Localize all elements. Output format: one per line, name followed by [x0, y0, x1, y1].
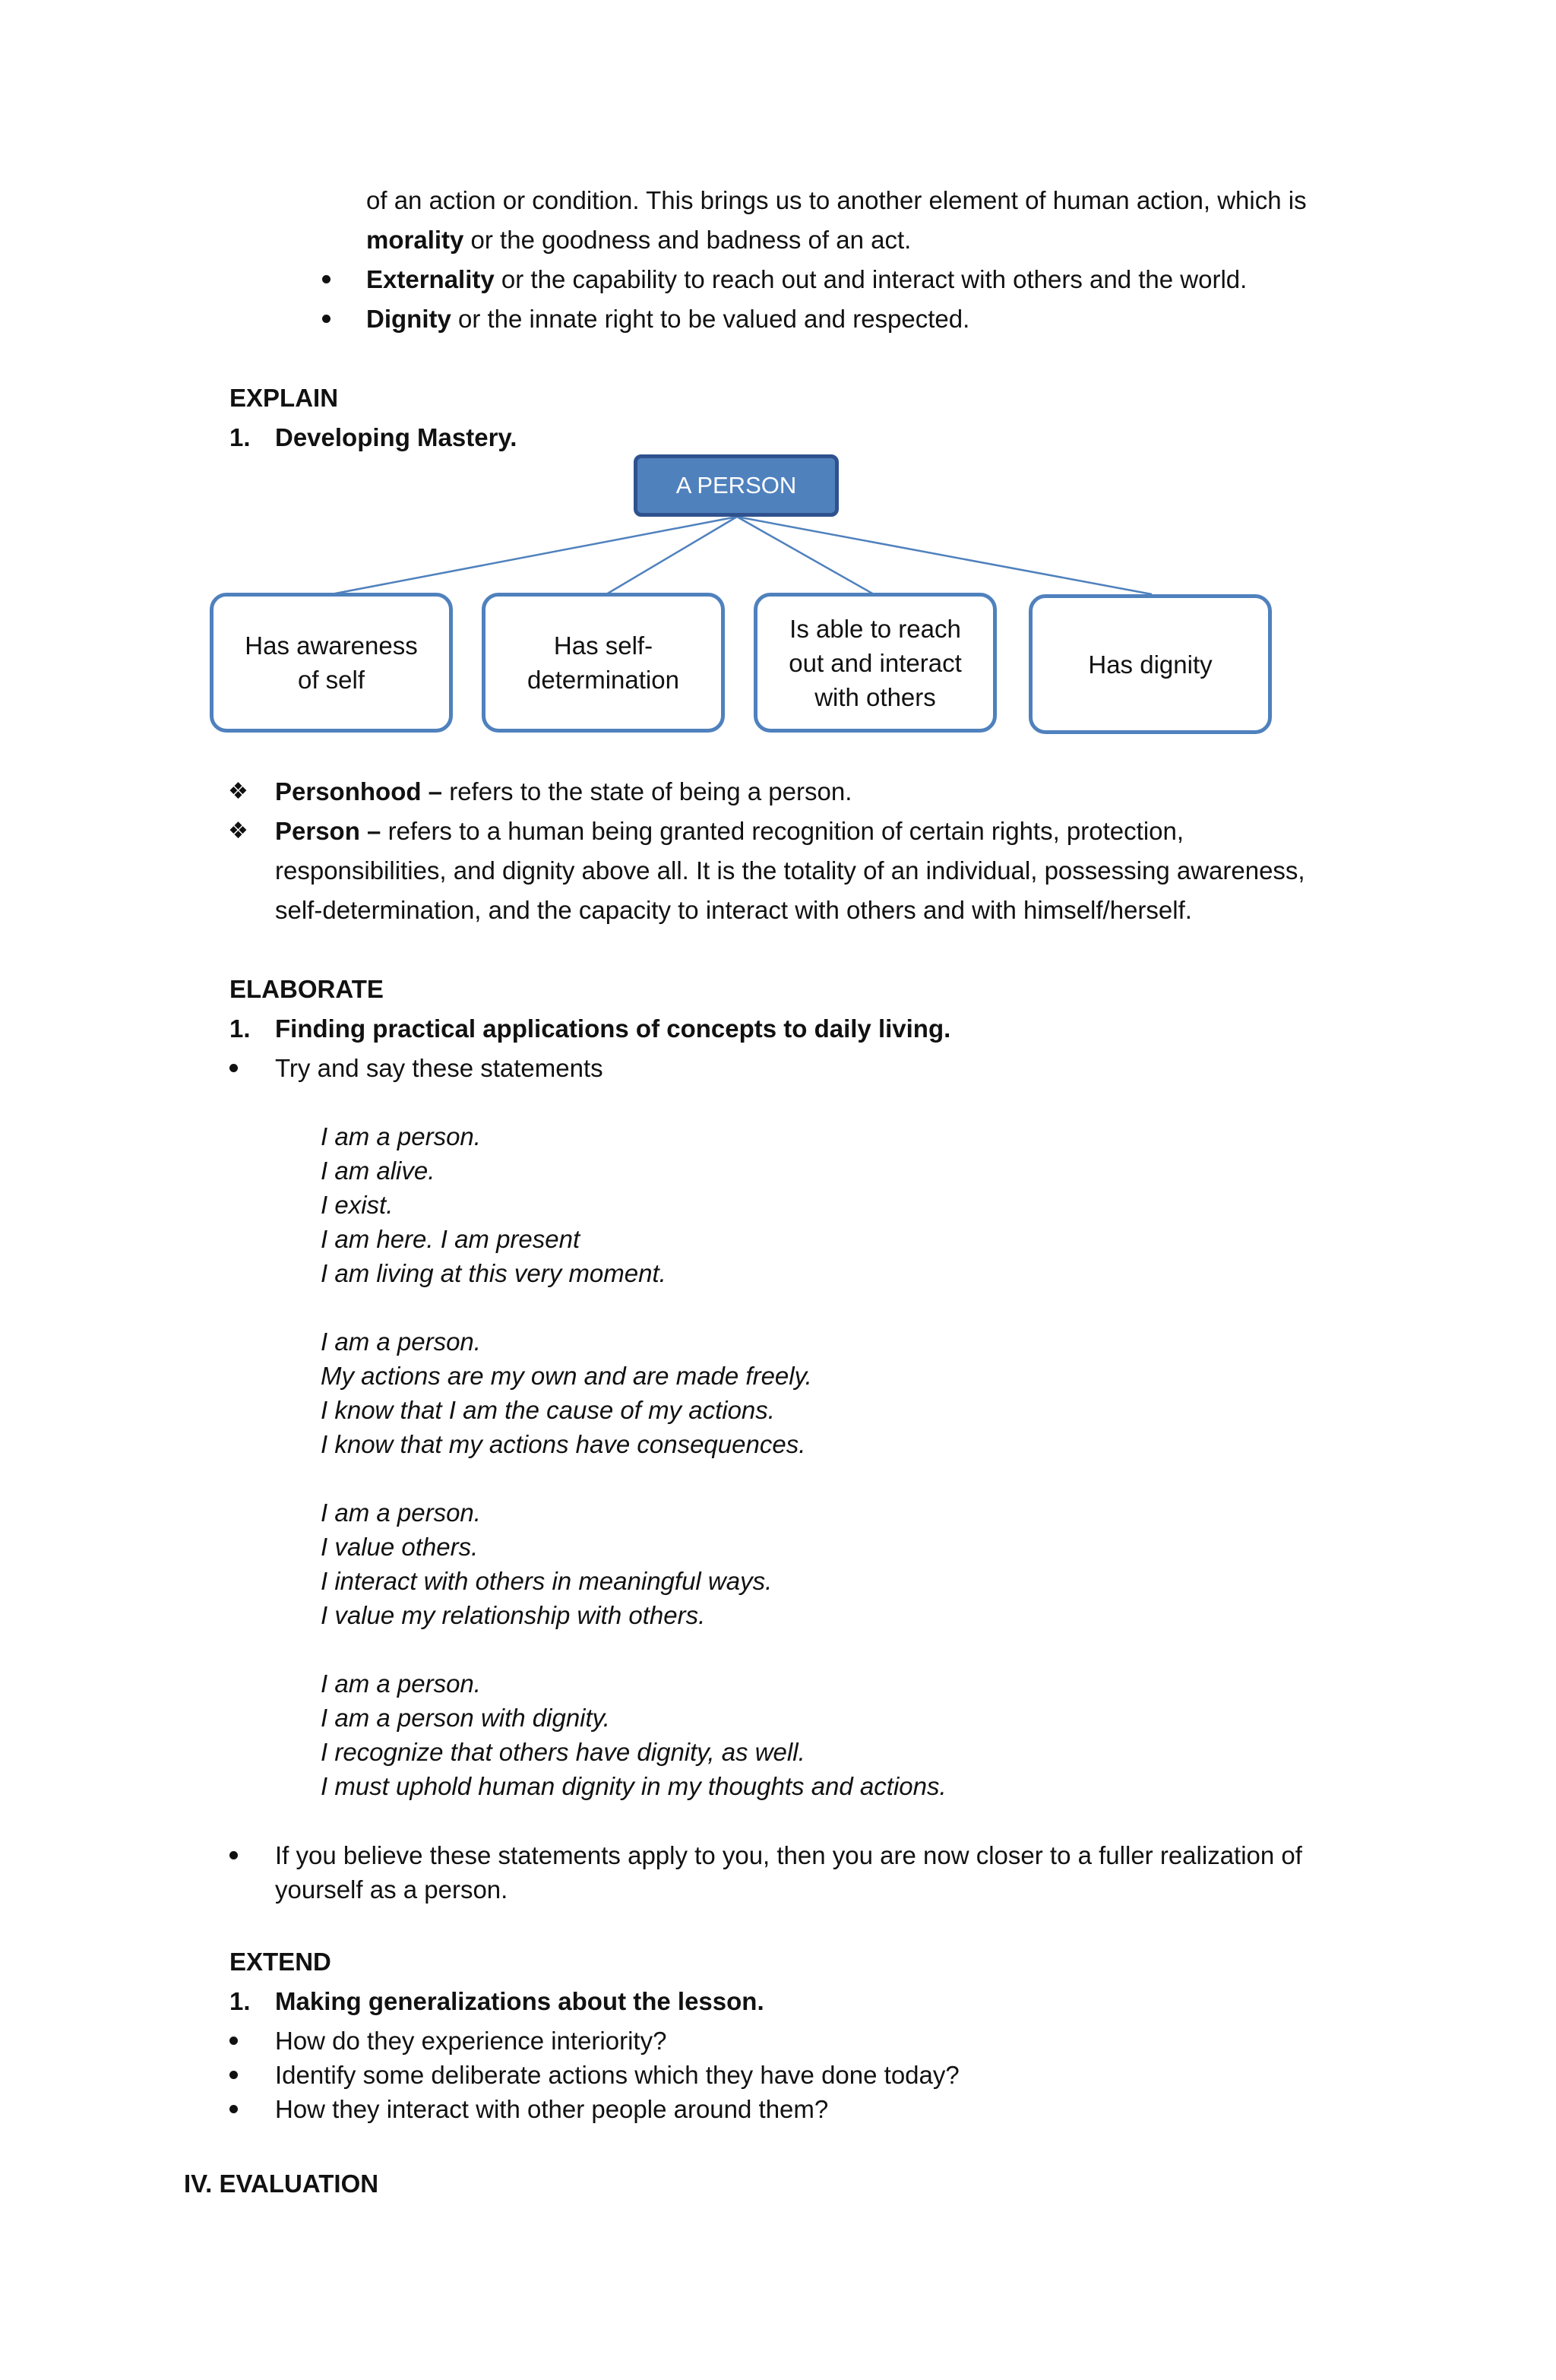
- extend-heading: EXTEND: [229, 1948, 331, 1976]
- bullet-dot: [229, 2105, 238, 2113]
- closing-line-1: If you believe these statements apply to you, then you are now closer to a fuller realization of: [275, 1841, 1302, 1869]
- intro-line-1: of an action or condition. This brings us to another element of human action, which is: [366, 186, 1307, 214]
- connector-line: [331, 517, 737, 594]
- evaluation-heading: IV. EVALUATION: [184, 2170, 379, 2198]
- externality-definition: or the capability to reach out and interact with others and the world.: [494, 265, 1248, 293]
- extend-item-number: 1.: [229, 1987, 251, 2015]
- statement-line: I value others.: [321, 1533, 479, 1561]
- statement-line: I am living at this very moment.: [321, 1259, 666, 1287]
- statement-line: I am a person with dignity.: [321, 1704, 610, 1732]
- bullet-dot: [229, 1851, 238, 1859]
- elaborate-item-number: 1.: [229, 1014, 251, 1043]
- bullet-dot: [229, 2037, 238, 2045]
- elaborate-heading: ELABORATE: [229, 975, 384, 1003]
- connector-line: [737, 517, 1152, 594]
- diamond-bullet-icon: ❖: [228, 818, 248, 843]
- extend-question: Identify some deliberate actions which they have done today?: [275, 2061, 960, 2089]
- externality-term: Externality: [366, 265, 495, 293]
- statement-line: I am a person.: [321, 1499, 481, 1527]
- extend-item-title: Making generalizations about the lesson.: [275, 1987, 764, 2015]
- morality-definition: or the goodness and badness of an act.: [463, 226, 912, 254]
- statement-line: I know that my actions have consequences.: [321, 1430, 806, 1458]
- person-definition-line-1: [275, 815, 1184, 848]
- diagram-node-interact: Is able to reach out and interact with others: [754, 593, 997, 733]
- elaborate-item-title: Finding practical applications of concepts to daily living.: [275, 1014, 951, 1043]
- explain-heading: EXPLAIN: [229, 384, 339, 412]
- elaborate-bullet: Try and say these statements: [275, 1054, 603, 1082]
- morality-term: morality: [366, 226, 464, 254]
- diagram-node-dignity: Has dignity: [1029, 594, 1272, 734]
- bullet-dot: [229, 2071, 238, 2079]
- statement-line: I must uphold human dignity in my thoughts and actions.: [321, 1772, 947, 1800]
- dignity-term: Dignity: [366, 305, 451, 333]
- statement-line: I know that I am the cause of my actions.: [321, 1396, 775, 1424]
- diagram-node-self-determination: Has self- determination: [482, 593, 725, 733]
- statement-line: My actions are my own and are made freely.: [321, 1362, 812, 1390]
- personhood-term: Personhood –: [275, 777, 443, 805]
- extend-question: How do they experience interiority?: [275, 2027, 667, 2055]
- bullet-dot: [229, 1064, 238, 1072]
- person-term: Person –: [275, 817, 381, 845]
- person-definition-line-3: self-determination, and the capacity to interact with others and with himself/herself.: [275, 896, 1192, 924]
- connector-line: [737, 517, 874, 594]
- statement-line: I exist.: [321, 1191, 394, 1219]
- diamond-bullet-icon: ❖: [228, 779, 248, 804]
- statement-line: I interact with others in meaningful ways.: [321, 1567, 773, 1595]
- extend-question: How they interact with other people around them?: [275, 2095, 829, 2123]
- personhood-definition: [275, 775, 852, 809]
- statement-line: I am a person.: [321, 1328, 481, 1356]
- explain-item-title: Developing Mastery.: [275, 423, 517, 451]
- person-definition-line-2: responsibilities, and dignity above all. It is the totality of an individual, possessing awareness,: [275, 856, 1305, 885]
- statement-line: I am here. I am present: [321, 1225, 580, 1253]
- closing-line-2: yourself as a person.: [275, 1875, 508, 1904]
- statement-line: I am a person.: [321, 1669, 481, 1698]
- statement-line: I value my relationship with others.: [321, 1601, 706, 1629]
- diagram-node-awareness: Has awareness of self: [210, 593, 453, 733]
- dignity-definition: or the innate right to be valued and respected.: [451, 305, 970, 333]
- statement-line: I am a person.: [321, 1122, 481, 1150]
- statement-line: I am alive.: [321, 1157, 435, 1185]
- explain-item-number: 1.: [229, 423, 251, 451]
- statement-line: I recognize that others have dignity, as well.: [321, 1738, 805, 1766]
- person-text-1: refers to a human being granted recognition of certain rights, protection,: [381, 817, 1184, 845]
- personhood-text: refers to the state of being a person.: [442, 777, 852, 805]
- diagram-root-node: A PERSON: [634, 454, 839, 517]
